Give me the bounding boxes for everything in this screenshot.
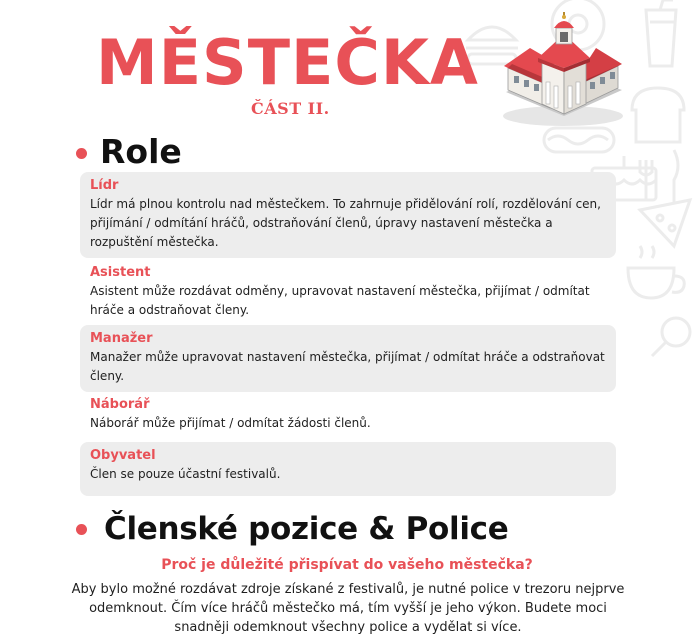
role-description: Asistent může rozdávat odměny, upravovat nastavení městečka, přijímat / odmítat hráče a odstraňovat členy. — [90, 284, 590, 317]
role-card-obyvatel — [80, 442, 616, 496]
role-name: Obyvatel — [90, 448, 156, 463]
pizza-icon — [640, 200, 690, 246]
section-paragraph: Aby bylo možné rozdávat zdroje získané z festivalů, je nutné police v trezoru nejprve odemknout. Čím více hráčů městečko má, tím vyšší je jeho výkon. Budete moci snadněji odemknout všechny police a vydělat si více. — [71, 582, 625, 635]
role-description: Lídr má plnou kontrolu nad městečkem. To zahrnuje přidělování rolí, rozdělování cen, přijímání / odmítání hráčů, odstraňování členů, úpravy nastavení městečka a rozpuštění městečka. — [90, 197, 601, 249]
role-card-naborar — [80, 391, 616, 439]
roles-heading: Role — [100, 132, 182, 171]
chicken-leg-icon — [652, 318, 690, 356]
role-description: Člen se pouze účastní festivalů. — [90, 467, 281, 481]
role-card-manazer — [80, 325, 616, 392]
hotdog-icon — [544, 128, 614, 152]
role-card-lidr — [80, 172, 616, 258]
role-description: Náborář může přijímat / odmítat žádosti členů. — [90, 416, 371, 430]
teacup-icon — [628, 246, 684, 298]
fork-knife-icon — [640, 150, 678, 202]
role-name: Lídr — [90, 178, 119, 193]
section-question: Proč je důležité přispívat do vašeho městečka? — [161, 557, 533, 573]
page-title: MĚSTEČKA — [96, 26, 479, 99]
role-card-asistent — [80, 259, 616, 326]
positions-heading: Členské pozice & Police — [104, 511, 509, 547]
roles-bullet — [76, 148, 87, 159]
bread-icon — [632, 88, 684, 142]
role-description: Manažer může upravovat nastavení městečka, přijímat / odmítat hráče a odstraňovat členy. — [90, 350, 605, 383]
role-name: Náborář — [90, 397, 150, 412]
cup-icon — [646, 0, 676, 66]
role-name: Manažer — [90, 331, 153, 346]
role-name: Asistent — [90, 265, 151, 280]
town-hall-icon — [498, 10, 628, 128]
page-subtitle: ČÁST II. — [251, 99, 330, 118]
positions-bullet — [76, 524, 87, 535]
